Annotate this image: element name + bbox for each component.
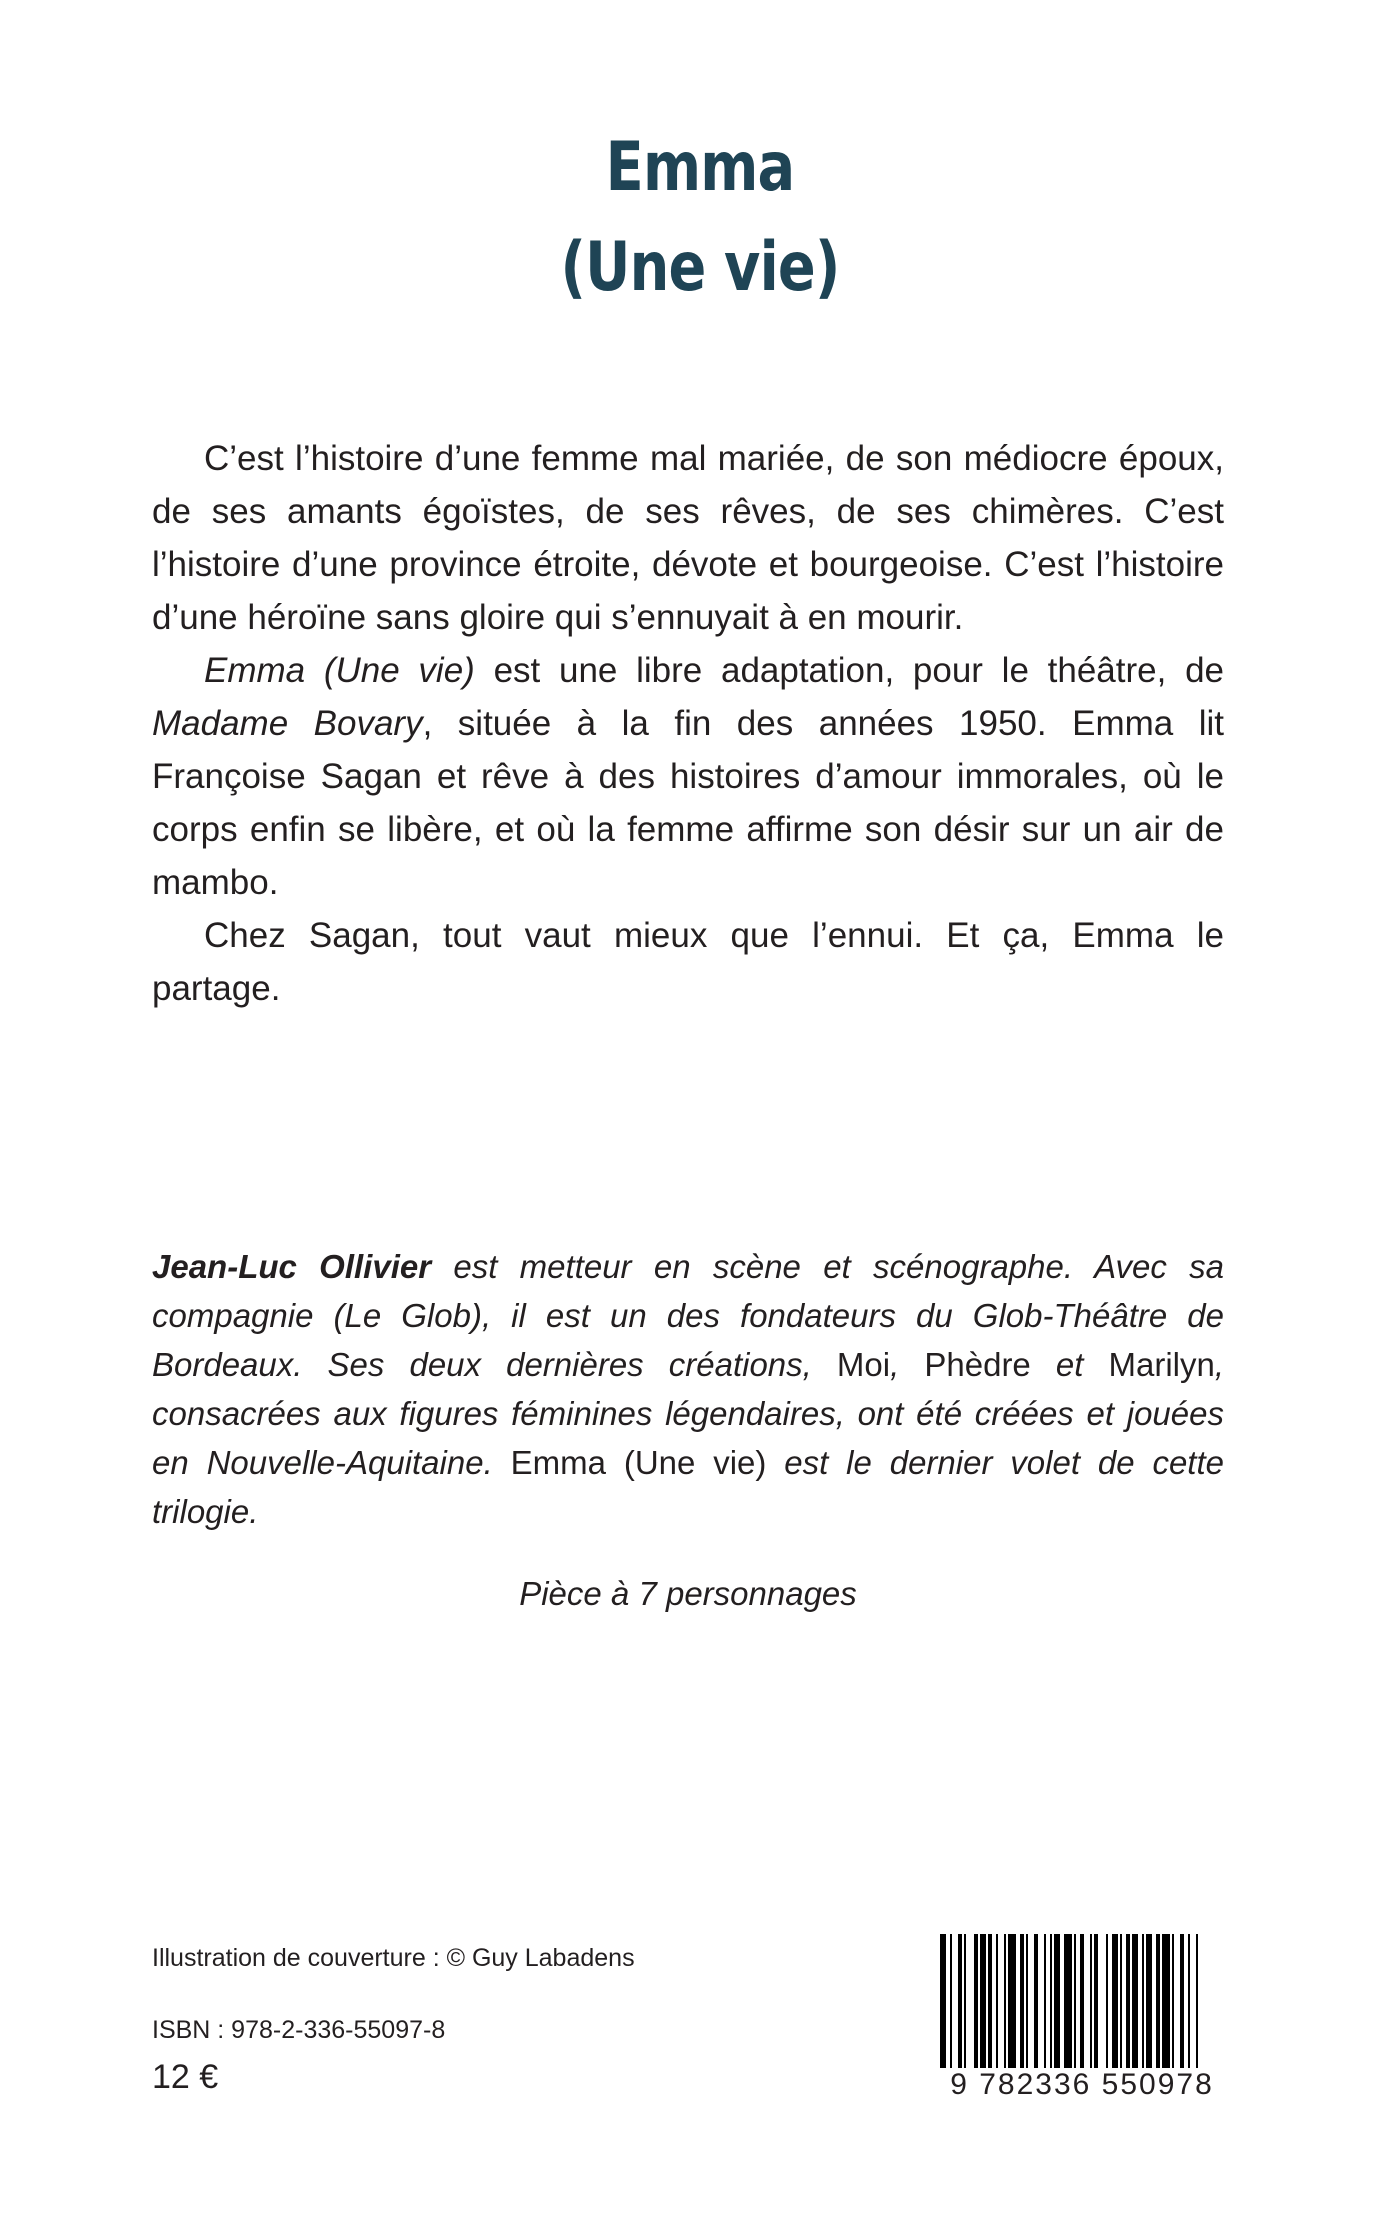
summary-novel-title: Madame Bovary: [152, 704, 423, 743]
summary-paragraph-2: [152, 644, 1224, 909]
author-name: Jean-Luc Ollivier: [152, 1248, 432, 1285]
bio-text: est metteur en scène et scénographe. Avec sa compagnie (Le Glob), il est un des fondateurs du Glob-Théâtre de Bordeaux. Ses deux dernières créations,: [152, 1248, 1224, 1383]
barcode-bar: [1034, 1934, 1038, 2084]
barcode-bar: [1004, 1934, 1006, 2084]
barcode-bar: [1112, 1934, 1118, 2084]
barcode-bar: [1026, 1934, 1028, 2084]
barcode-bar: [1080, 1934, 1084, 2084]
barcode-bar: [1044, 1934, 1046, 2084]
summary-paragraph-3: Chez Sagan, tout vaut mieux que l’ennui. Et ça, Emma le partage.: [152, 916, 1224, 1008]
title-line-1: Emma: [605, 128, 795, 207]
barcode-bar: [1094, 1934, 1098, 2084]
barcode-bar: [1162, 1934, 1170, 2084]
bio-text: est le dernier volet de cette trilogie.: [152, 1444, 1224, 1530]
barcode-bar: [1090, 1934, 1092, 2084]
barcode-bar: [980, 1934, 986, 2084]
summary-paragraph-1: C’est l’histoire d’une femme mal mariée, de son médiocre époux, de ses amants égoïstes, de ses rêves, de ses chimères. C’est l’histoire d’une province étroite, dévote et bourgeoise. C’est l’histoire d’une héroïne sans gloire qui s’ennuyait à en mourir.: [152, 439, 1224, 637]
barcode-bar: [1132, 1934, 1138, 2084]
barcode-bar: [1196, 1934, 1198, 2084]
barcode-bar: [996, 1934, 998, 2084]
barcode-bar: [1064, 1934, 1072, 2084]
summary-play-title: Emma (Une vie): [204, 651, 475, 690]
barcode-bar: [1142, 1934, 1144, 2084]
barcode: [932, 1930, 1232, 2110]
barcode-bar: [1126, 1934, 1130, 2084]
bio-work-title: Marilyn: [1108, 1346, 1215, 1383]
title-line-2: (Une vie): [560, 228, 840, 307]
barcode-bar: [1120, 1934, 1122, 2084]
barcode-bar: [1172, 1934, 1174, 2084]
book-title: [0, 118, 1400, 318]
barcode-bar: [1008, 1934, 1016, 2084]
barcode-bar: [1106, 1934, 1108, 2084]
barcode-digits: 9 782336 550978: [932, 2068, 1232, 2102]
summary: [152, 432, 1224, 1015]
barcode-bar: [958, 1934, 962, 2084]
cover-credit: Illustration de couverture : © Guy Labadens: [152, 1944, 635, 1972]
barcode-bar: [940, 1934, 946, 2084]
bio-work-title: Phèdre: [924, 1346, 1031, 1383]
summary-text: est une libre adaptation, pour le théâtre, de: [474, 651, 1225, 690]
cast-count: Pièce à 7 personnages: [519, 1575, 857, 1612]
barcode-bars: [932, 1930, 1232, 2090]
author-bio: [152, 1242, 1224, 1536]
bio-work-title: Moi: [836, 1346, 891, 1383]
barcode-bar: [1188, 1934, 1190, 2084]
price: 12 €: [152, 2058, 219, 2096]
barcode-bar: [1180, 1934, 1184, 2084]
barcode-bar: [1074, 1934, 1076, 2084]
barcode-bar: [964, 1934, 966, 2084]
barcode-bar: [974, 1934, 978, 2084]
barcode-bar: [950, 1934, 952, 2084]
barcode-bar: [1050, 1934, 1052, 2084]
bio-text: et: [1030, 1346, 1109, 1383]
barcode-bar: [1146, 1934, 1152, 2084]
bio-work-title: Emma (Une vie): [510, 1444, 767, 1481]
bio-text: , consacrées aux figures féminines légendaires, ont été créées et jouées en Nouvelle-Aquitaine.: [152, 1346, 1225, 1481]
barcode-bar: [1054, 1934, 1060, 2084]
barcode-bar: [1156, 1934, 1160, 2084]
isbn: ISBN : 978-2-336-55097-8: [152, 2016, 446, 2044]
barcode-bar: [1020, 1934, 1024, 2084]
bio-text: ,: [890, 1346, 925, 1383]
barcode-bar: [988, 1934, 992, 2084]
summary-text: , située à la fin des années 1950. Emma lit Françoise Sagan et rêve à des histoires d’amour immorales, où le corps enfin se libère, et où la femme affirme son désir sur un air de mambo.: [152, 704, 1224, 902]
